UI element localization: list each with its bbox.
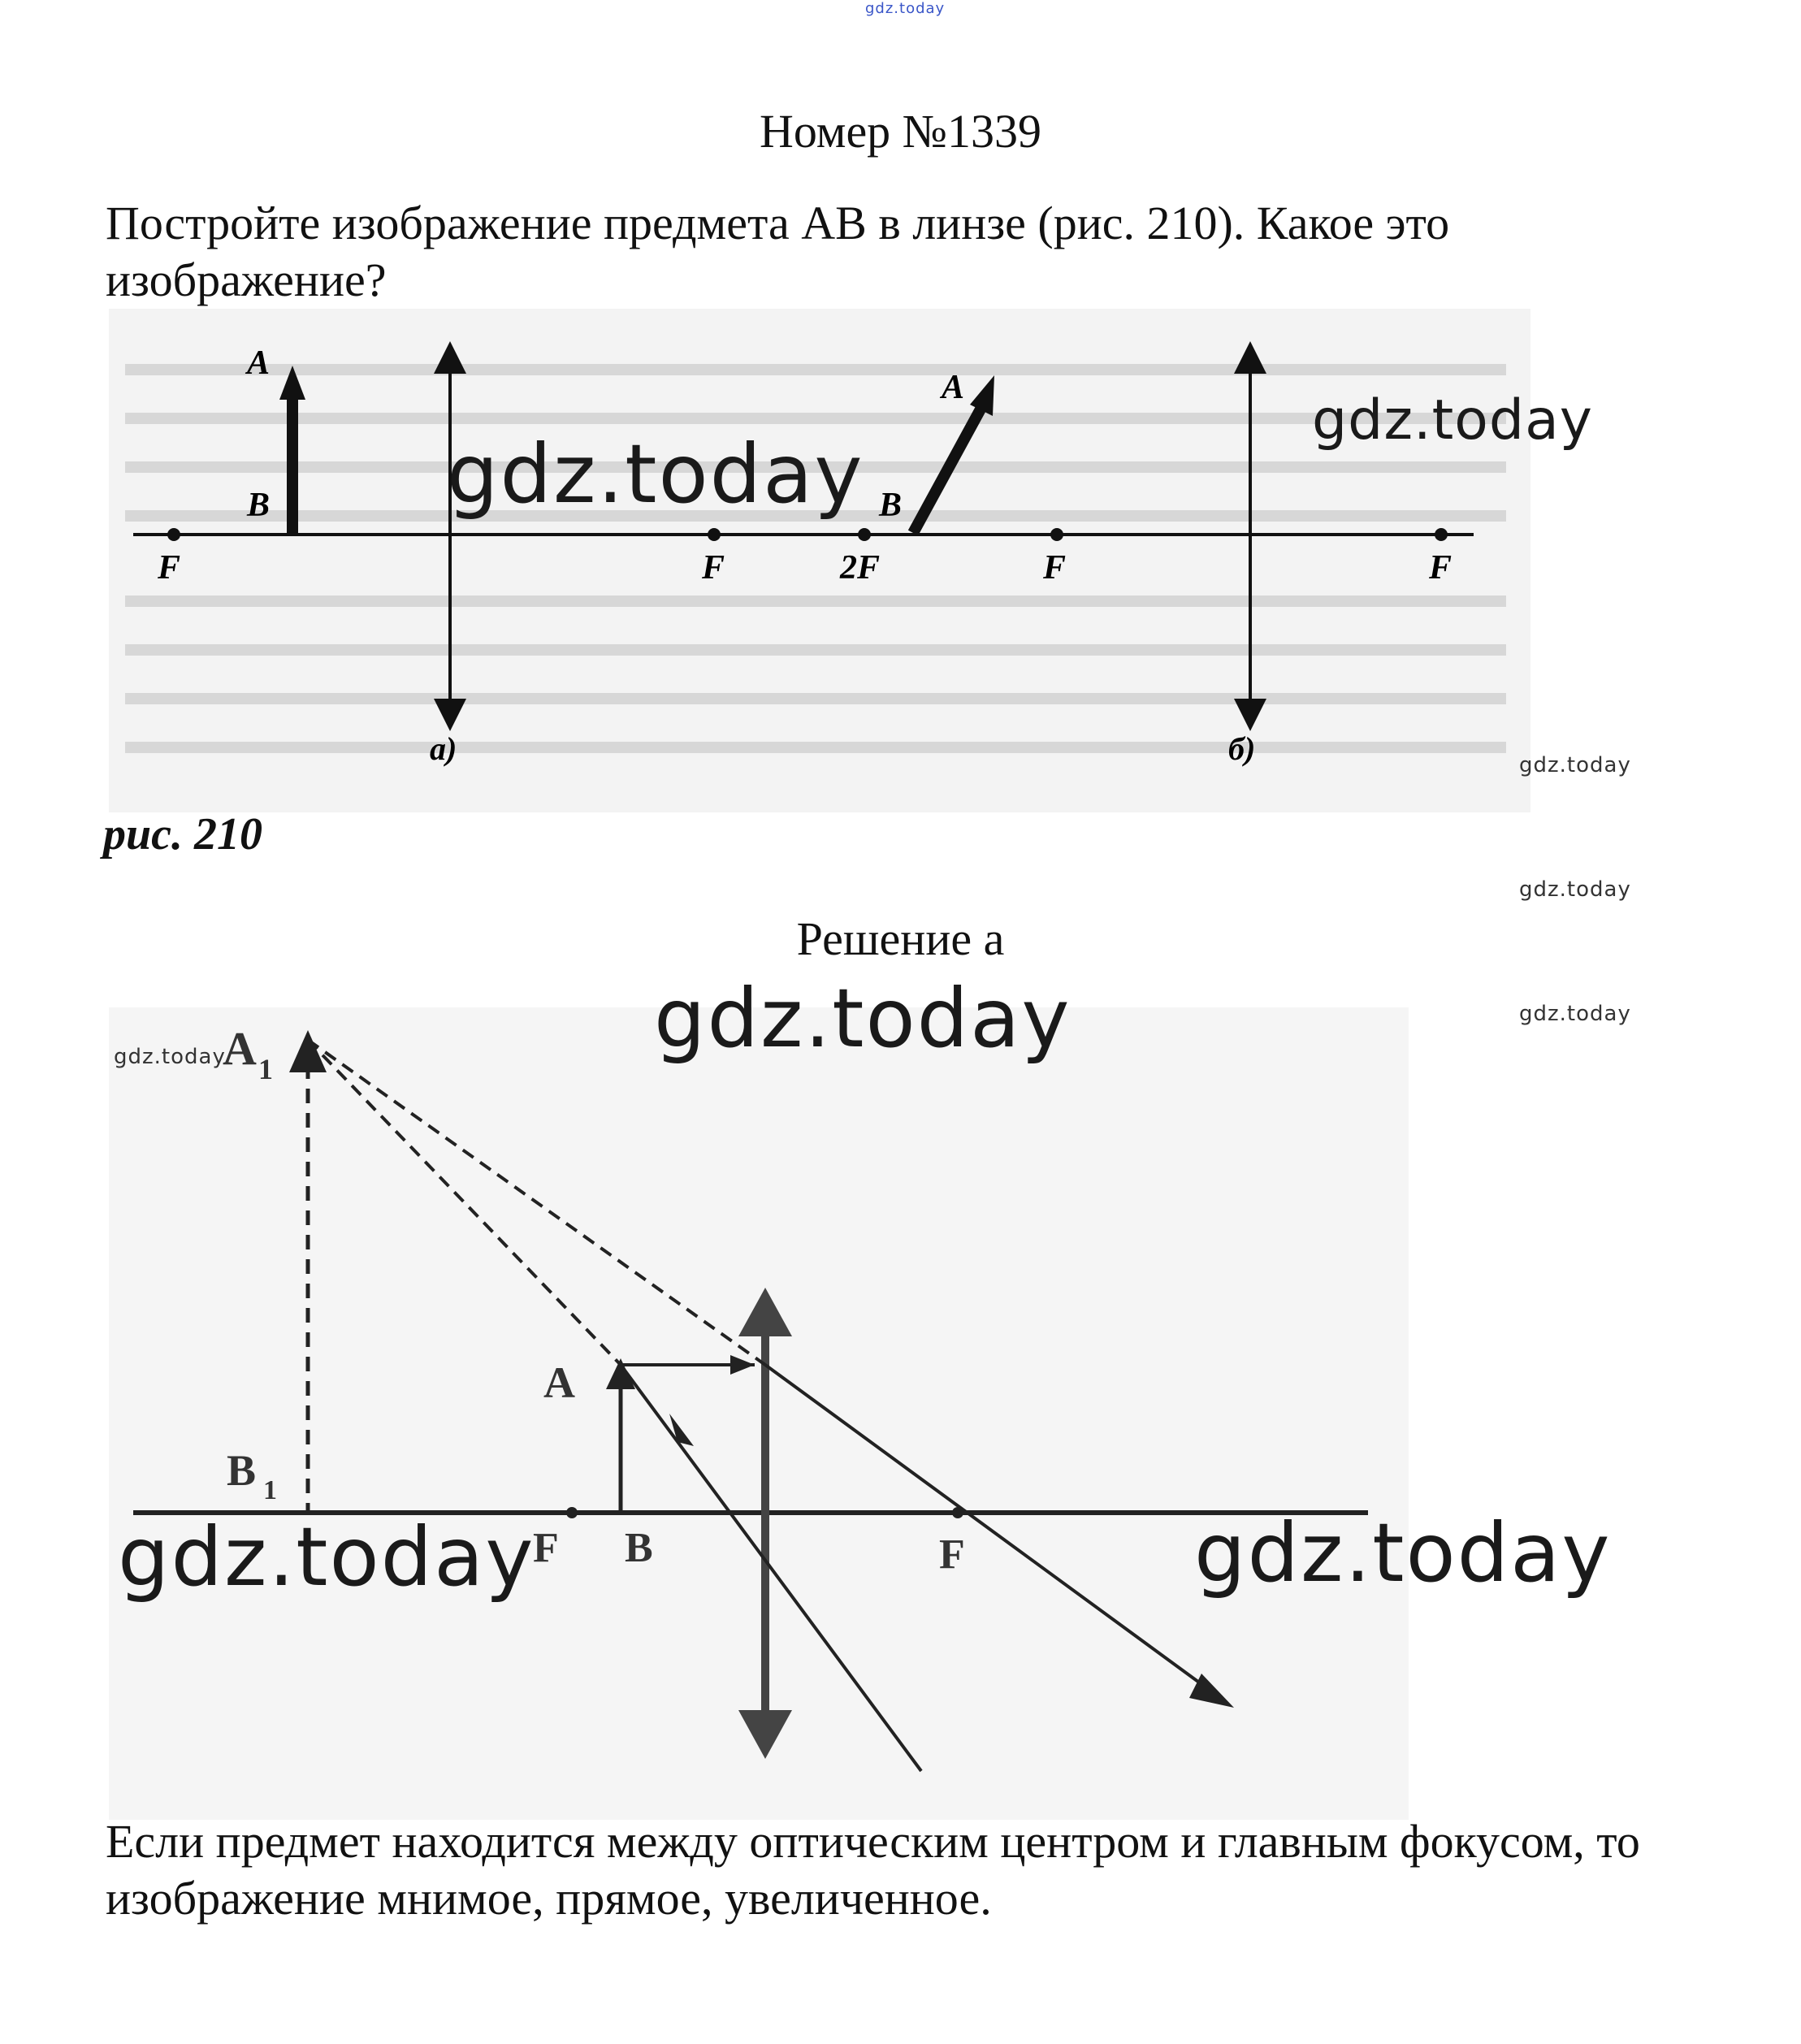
- label-B1: B: [227, 1446, 257, 1495]
- page-title: Номер №1339: [759, 105, 1042, 158]
- label-A-b: A: [942, 369, 965, 406]
- label-B: B: [625, 1525, 653, 1571]
- figure-caption: рис. 210: [103, 809, 262, 860]
- watermark: gdz.today: [1519, 1002, 1631, 1026]
- watermark: gdz.today: [447, 427, 864, 522]
- solution-figure: [109, 1007, 1409, 1820]
- label-part-b: б): [1228, 730, 1256, 767]
- focus-point-left-b: [1050, 528, 1063, 541]
- figure-210: [109, 309, 1530, 812]
- watermark-top: gdz.today: [865, 0, 946, 17]
- label-B1-subscript: 1: [263, 1475, 277, 1505]
- watermark: gdz.today: [114, 1045, 226, 1069]
- focus-point-right-a: [708, 528, 721, 541]
- figure-210-background: [109, 309, 1530, 812]
- label-B-a: B: [247, 487, 271, 524]
- label-F-right-a: F: [702, 549, 725, 587]
- watermark: gdz.today: [654, 971, 1072, 1066]
- watermark: gdz.today: [1519, 753, 1631, 777]
- label-A1: A: [223, 1022, 257, 1075]
- label-A: A: [543, 1358, 575, 1407]
- double-focus-point-b: [858, 528, 871, 541]
- label-F-left-a: F: [158, 549, 181, 587]
- conclusion-text: Если предмет находится между оптическим центром и главным фокусом, то изображение мнимое, прямое, увеличенное.: [106, 1815, 1640, 1925]
- task-text: Постройте изображение предмета AB в линзе (рис. 210). Какое это изображение?: [106, 197, 1450, 306]
- label-A-a: A: [247, 344, 271, 382]
- solution-heading: Решение а: [796, 912, 1005, 965]
- label-F-left: F: [533, 1525, 559, 1571]
- watermark: gdz.today: [1519, 877, 1631, 902]
- focus-point-left: [566, 1507, 578, 1518]
- focus-point-left-a: [167, 528, 180, 541]
- watermark: gdz.today: [118, 1509, 535, 1604]
- watermark: gdz.today: [1194, 1505, 1612, 1600]
- label-part-a: а): [430, 730, 457, 767]
- focus-point-right: [952, 1507, 963, 1518]
- watermark: gdz.today: [1312, 388, 1593, 453]
- label-B-b: B: [879, 487, 903, 524]
- label-F-right: F: [939, 1531, 965, 1578]
- focus-point-right-b: [1435, 528, 1448, 541]
- label-A1-subscript: 1: [258, 1053, 273, 1085]
- label-F-right-b: F: [1429, 549, 1452, 587]
- label-2F-b: 2F: [840, 549, 881, 587]
- label-F-left-b: F: [1043, 549, 1067, 587]
